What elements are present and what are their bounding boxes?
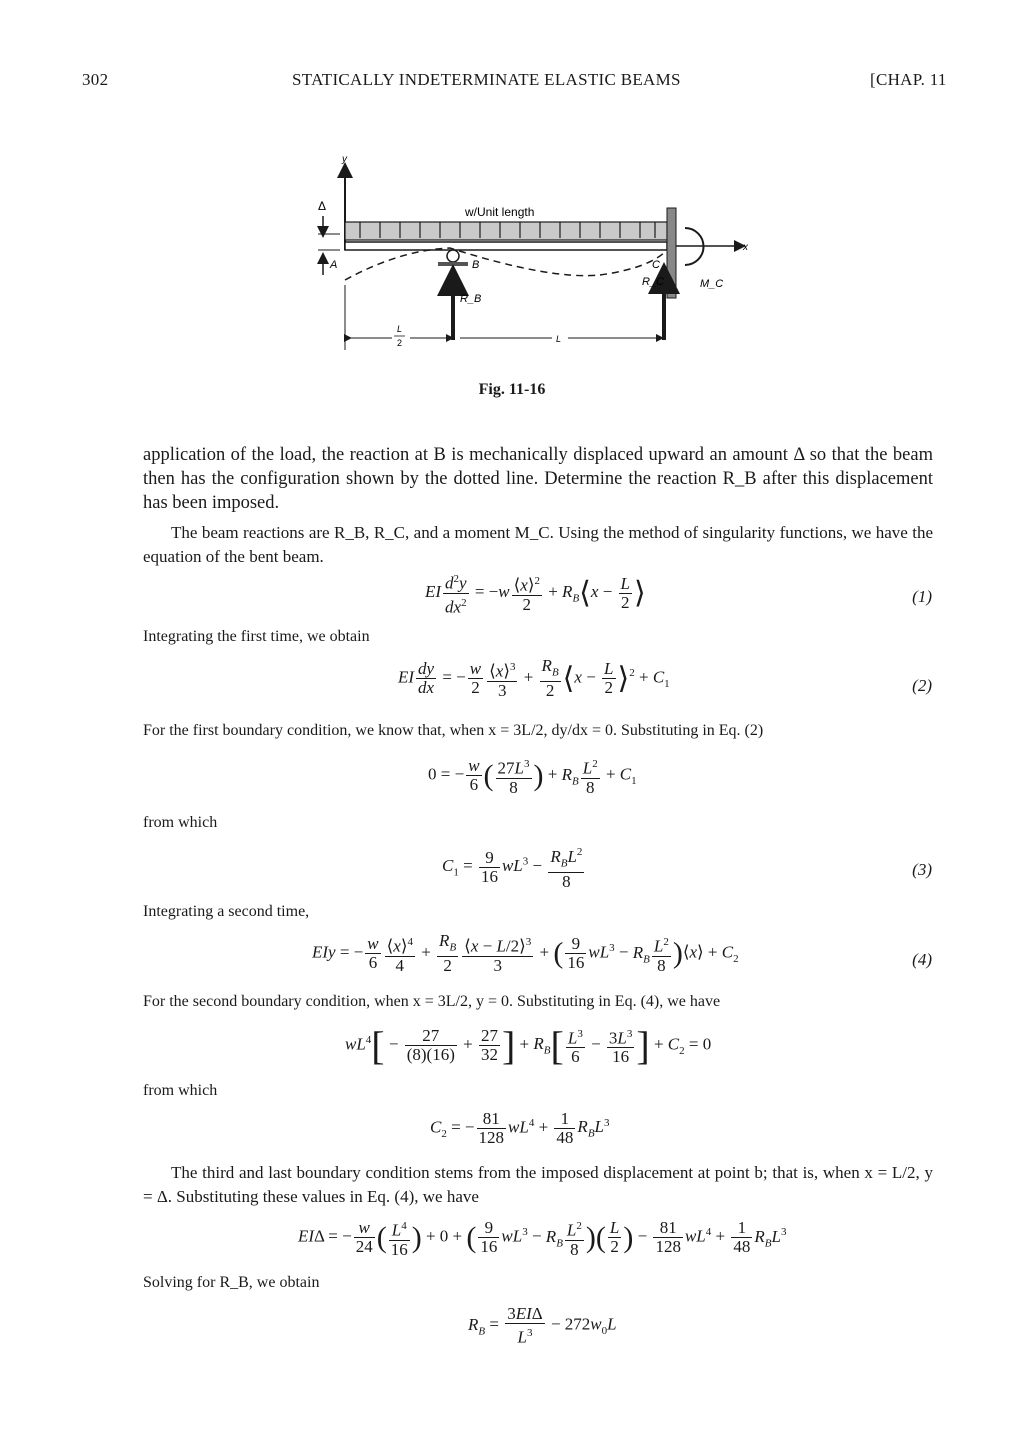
fixed-support bbox=[667, 208, 676, 298]
equation-bc2: $wL^4$[ − $\frac{27}{(8)(16)}$ + $\frac{27}{32}$ ] + $R_B$[ $\frac{L^3}{6}$ − $\frac{3L^3}{16}$ ] + $C_2 = 0$ bbox=[345, 1023, 712, 1068]
figure-caption: Fig. 11-16 bbox=[478, 381, 546, 398]
rb-label: R_B bbox=[460, 293, 482, 305]
equation-number-4: (4) bbox=[912, 950, 932, 969]
distributed-load bbox=[345, 222, 667, 240]
y-axis-label: y bbox=[342, 154, 347, 165]
equation-c2: $C_2$ = − $\frac{81}{128}$ $wL^4$ + $\frac{1}{48}$ $R_BL^3$ bbox=[430, 1109, 610, 1147]
rc-label: R_C bbox=[642, 276, 665, 288]
load-label: w/Unit length bbox=[465, 205, 535, 219]
paragraph-from-which-2: from which bbox=[143, 1082, 218, 1099]
point-c-label: C bbox=[652, 259, 660, 271]
equation-1: EI $\frac{d^2y}{dx^2}$ = −w $\frac{⟨x⟩^2}{2}$ + $R_B⟨x$ − $\frac{L}{2}$ ⟩ bbox=[425, 570, 646, 616]
equation-bc3: EIΔ = − $\frac{w}{24}$ ( $\frac{L^4}{16}$ ) + 0 + ( $\frac{9}{16}$ $wL^3 - R_B$ $\frac{L^2}{8}$ )( $\frac{L}{2}$ ) − $\frac{81}{128}$ $wL^4$ + $\frac{1}{48}$ $R_BL^3$ bbox=[298, 1218, 787, 1259]
x-axis-label: x bbox=[743, 242, 748, 253]
half-span-den: 2 bbox=[397, 338, 403, 348]
equation-bc1: 0 = − $\frac{w}{6}$ ( $\frac{27L^3}{8}$ ) + $R_B$ $\frac{L^2}{8}$ + $C_1$ bbox=[428, 756, 637, 797]
delta-label: Δ bbox=[318, 199, 327, 213]
page-number: 302 bbox=[82, 70, 109, 89]
running-title: STATICALLY INDETERMINATE ELASTIC BEAMS bbox=[292, 70, 681, 89]
equation-2: EI $\frac{dy}{dx}$ = − $\frac{w}{2}$ $\frac{⟨x⟩^3}{3}$ + $\frac{R_B}{2}$ ⟨x − $\frac{L}{2}$ ⟩$^2$ + $C_1$ bbox=[398, 656, 670, 701]
beam bbox=[345, 242, 667, 250]
equation-number-1: (1) bbox=[912, 587, 932, 606]
point-a-label: A bbox=[330, 259, 338, 271]
deflected-shape bbox=[345, 248, 667, 280]
equation-final: $R_B$ = 3EIΔ $L^3$ − $272w_0L$ bbox=[468, 1304, 617, 1347]
problem-statement: application of the load, the reaction at B is mechanically displaced upward an amount Δ so that the beam then has the configuration shown by the dotted line. Determine the reaction R_B after this displacement has been imposed. bbox=[143, 445, 933, 513]
equation-4: EIy = − $\frac{w}{6}$ $\frac{⟨x⟩^4}{4}$ + $\frac{R_B}{2}$ $\frac{⟨x - L/2⟩^3}{3}$ + ( $\frac{9}{16}$ $wL^3 - R_B$ $\frac{L^2}{8}$ )⟨x⟩ + $C_2$ bbox=[312, 931, 739, 976]
chapter-label: [CHAP. 11 bbox=[870, 70, 947, 89]
equation-3: $C_1$ = $\frac{9}{16}$ $wL^3$ − $R_BL^2$ 8 bbox=[442, 843, 586, 891]
paragraph-integrating-second: Integrating a second time, bbox=[143, 903, 310, 920]
span-label: L bbox=[556, 334, 562, 344]
half-span-num: L bbox=[397, 324, 403, 334]
equation-number-3: (3) bbox=[912, 860, 932, 879]
paragraph-third-boundary: The third and last boundary condition stems from the imposed displacement at point b; that is, when x = L/2, y = Δ. Substituting these values in Eq. (4), we have bbox=[143, 1163, 933, 1206]
paragraph-reactions: The beam reactions are R_B, R_C, and a moment M_C. Using the method of singularity functions, we have the equation of the bent beam. bbox=[143, 523, 933, 566]
equation-number-2: (2) bbox=[912, 676, 932, 695]
paragraph-first-boundary: For the first boundary condition, we know that, when x = 3L/2, dy/dx = 0. Substituting in Eq. (2) bbox=[143, 722, 764, 739]
mc-label: M_C bbox=[700, 278, 724, 290]
paragraph-from-which-1: from which bbox=[143, 814, 218, 831]
paragraph-solving: Solving for R_B, we obtain bbox=[143, 1274, 320, 1291]
roller-support bbox=[447, 250, 459, 262]
paragraph-integrating-first: Integrating the first time, we obtain bbox=[143, 628, 370, 645]
point-b-label: B bbox=[472, 259, 480, 271]
paragraph-second-boundary: For the second boundary condition, when x = 3L/2, y = 0. Substituting in Eq. (4), we have bbox=[143, 993, 721, 1010]
beam-figure bbox=[300, 150, 750, 375]
